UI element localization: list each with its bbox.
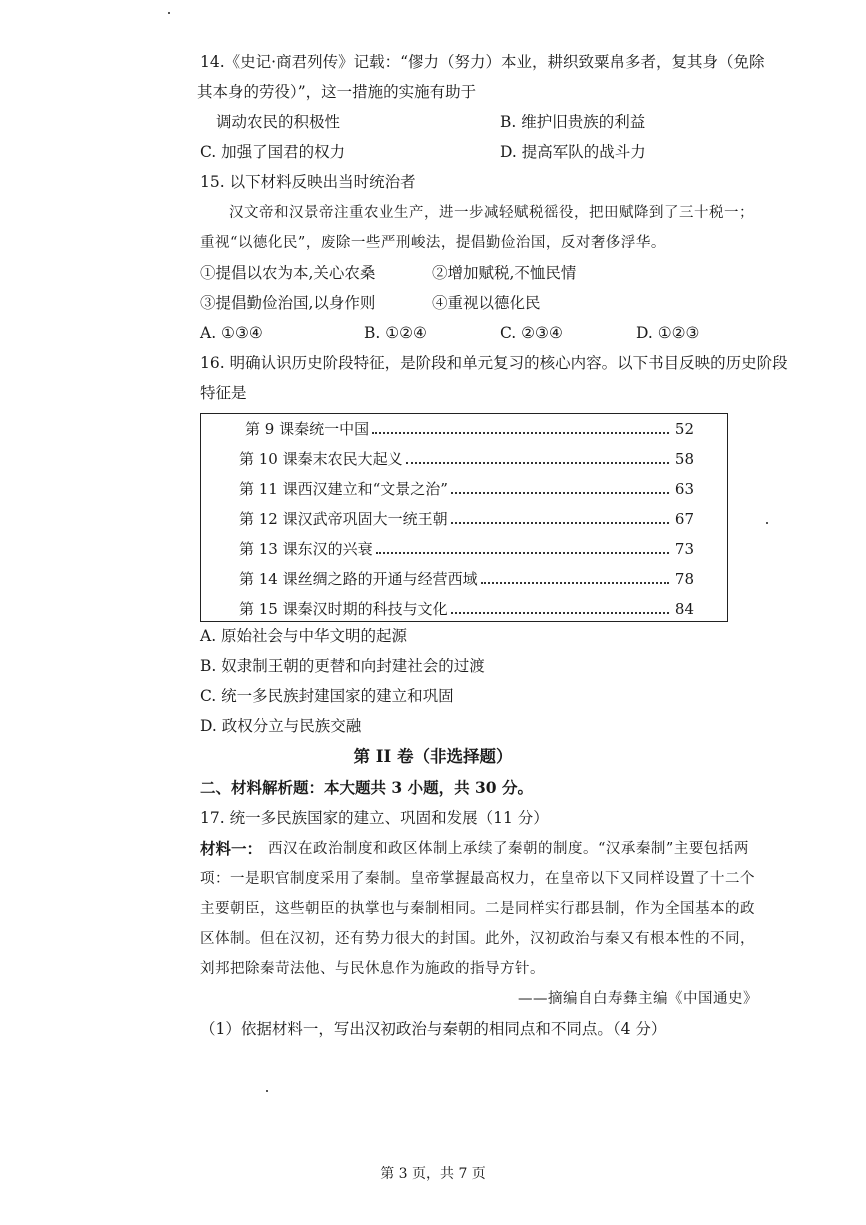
q16-option-c: C. 统一多民族封建国家的建立和巩固 [200,687,454,705]
q17-subquestion-1: （1）依据材料一，写出汉初政治与秦朝的相同点和不同点。（4 分） [200,1020,667,1038]
q16-stem-line1: 16. 明确认识历史阶段特征，是阶段和单元复习的核心内容。以下书目反映的历史阶段 [200,354,788,372]
q14-option-d: D. 提高军队的战斗力 [500,143,646,161]
page-footer: 第 3 页，共 7 页 [380,1166,486,1182]
toc-title: 第 11 课西汉建立和“文景之治” [239,480,448,498]
toc-page: 78 [674,570,694,588]
toc-leader [372,431,669,434]
material-source: ——摘编自白寿彝主编《中国通史》 [518,991,758,1007]
toc-leader [451,491,669,494]
q15-material-line1: 汉文帝和汉景帝注重农业生产，进一步减轻赋税徭役，把田赋降到了三十税一； [229,205,754,221]
material-one-label: 材料一： [200,839,263,858]
toc-title: 第 15 课秦汉时期的科技与文化 [239,600,448,618]
toc-row [239,448,694,468]
scan-speck [266,1090,268,1092]
q15-statement-1: ①提倡以农为本,关心农桑 [200,264,376,282]
q15-stem: 15. 以下材料反映出当时统治者 [200,173,416,191]
toc-leader [406,461,669,464]
material-one-line3: 主要朝臣，这些朝臣的执掌也与秦制相同。二是同样实行郡县制，作为全国基本的政 [200,901,755,917]
q15-option-a: A. ①③④ [200,324,263,342]
material-one-line2: 项：一是职官制度采用了秦制。皇帝掌握最高权力，在皇帝以下又同样设置了十二个 [200,871,755,887]
toc-row [239,598,694,618]
toc-leader [451,611,669,614]
q16-stem-line2: 特征是 [200,384,247,402]
toc-leader [451,521,669,524]
toc-row [245,418,694,438]
material-one-line4: 区体制。但在汉初，还有势力很大的封国。此外，汉初政治与秦又有根本性的不同， [200,931,755,947]
q15-option-b: B. ①②④ [364,324,427,342]
part2-title: 第 II 卷（非选择题） [353,747,513,766]
toc-title: 第 14 课丝绸之路的开通与经营西域 [239,570,478,588]
toc-page: 67 [674,510,694,528]
material-one-line5: 刘邦把除秦苛法他、与民休息作为施政的指导方针。 [200,961,545,977]
q14-option-a: 调动农民的积极性 [216,113,341,131]
toc-title: 第 10 课秦末农民大起义 [239,450,403,468]
q16-option-d: D. 政权分立与民族交融 [200,717,362,735]
q17-stem: 17. 统一多民族国家的建立、巩固和发展（11 分） [200,809,549,827]
q14-stem-line1: 14.《史记·商君列传》记载：“僇力（努力）本业，耕织致粟帛多者，复其身（免除 [200,53,765,71]
material-one-line1: 西汉在政治制度和政区体制上承续了秦朝的制度。“汉承秦制”主要包括两 [268,841,749,857]
q14-stem-line2: 其本身的劳役）”，这一措施的实施有助于 [197,83,477,101]
section-heading: 二、材料解析题：本大题共 3 小题，共 30 分。 [200,778,533,797]
scan-speck [168,12,170,14]
toc-row [239,478,694,498]
scan-speck [766,522,768,524]
toc-title: 第 13 课东汉的兴衰 [239,540,373,558]
toc-leader [376,551,669,554]
q15-option-d: D. ①②③ [636,324,700,342]
toc-title: 第 9 课秦统一中国 [245,420,370,438]
toc-page: 73 [674,540,694,558]
toc-page: 58 [674,450,694,468]
q15-statement-3: ③提倡勤俭治国,以身作则 [200,294,376,312]
q16-option-a: A. 原始社会与中华文明的起源 [200,627,408,645]
toc-leader [481,581,669,584]
table-of-contents-box [200,413,728,622]
toc-row [239,508,694,528]
toc-page: 52 [674,420,694,438]
toc-page: 84 [674,600,694,618]
toc-row [239,568,694,588]
q16-option-b: B. 奴隶制王朝的更替和向封建社会的过渡 [200,657,485,675]
q15-statement-4: ④重视以德化民 [432,294,541,312]
q14-option-c: C. 加强了国君的权力 [200,143,346,161]
q15-statement-2: ②增加赋税,不恤民情 [432,264,577,282]
toc-page: 63 [674,480,694,498]
toc-row [239,538,694,558]
q14-option-b: B. 维护旧贵族的利益 [500,113,646,131]
q15-material-line2: 重视“以德化民”，废除一些严刑峻法，提倡勤俭治国，反对奢侈浮华。 [200,235,666,251]
q15-option-c: C. ②③④ [500,324,563,342]
toc-title: 第 12 课汉武帝巩固大一统王朝 [239,510,448,528]
